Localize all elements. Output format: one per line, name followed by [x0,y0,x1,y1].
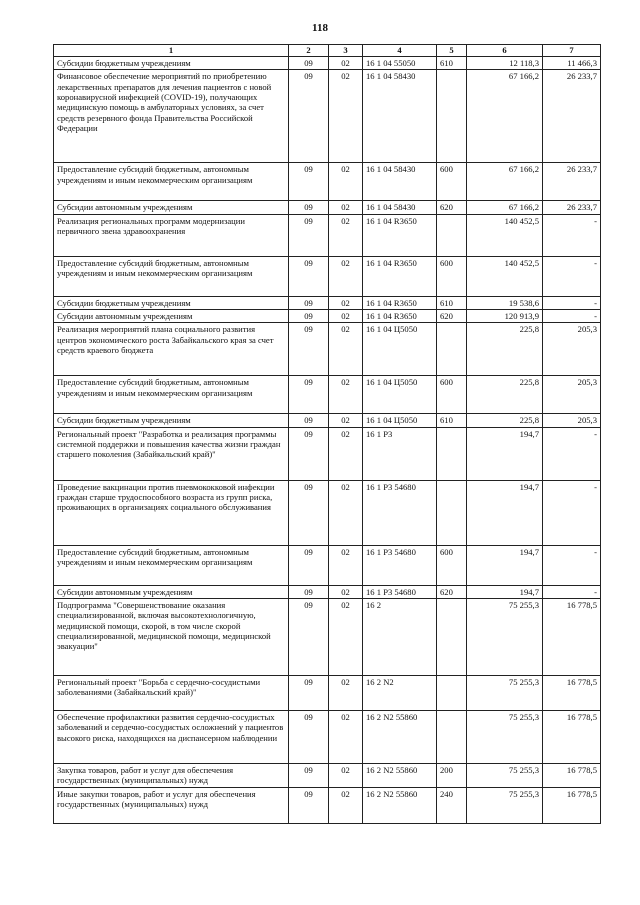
subsection-code: 02 [329,598,363,675]
expense-type-code [437,480,467,545]
amount-year-1: 12 118,3 [467,57,543,70]
amount-year-2: - [543,427,601,480]
row-name: Региональный проект "Разработка и реализация программы системной поддержки и повышения качества жизни граждан старшего поколения (Забайкальский край)" [54,427,289,480]
subsection-code: 02 [329,70,363,163]
column-header: 3 [329,45,363,57]
expense-type-code: 610 [437,414,467,427]
table-row [54,163,601,201]
expense-type-code: 620 [437,585,467,598]
table-row [54,376,601,414]
target-article-code: 16 1 04 58430 [363,201,437,214]
row-name: Иные закупки товаров, работ и услуг для обеспечения государственных (муниципальных) нужд [54,787,289,823]
row-name: Проведение вакцинации против пневмококковой инфекции граждан старше трудоспособного возраста из групп риска, проживающих в организациях социального обслуживания [54,480,289,545]
table-row [54,214,601,256]
amount-year-1: 140 452,5 [467,214,543,256]
expense-type-code: 610 [437,296,467,309]
subsection-code: 02 [329,57,363,70]
table-row [54,70,601,163]
row-name: Реализация мероприятий плана социального развития центров экономического роста Забайкальского края за счет средств краевого бюджета [54,323,289,376]
amount-year-2: - [543,480,601,545]
subsection-code: 02 [329,675,363,710]
section-code: 09 [289,414,329,427]
amount-year-1: 75 255,3 [467,710,543,763]
section-code: 09 [289,309,329,322]
amount-year-2: - [543,309,601,322]
amount-year-1: 194,7 [467,585,543,598]
amount-year-1: 67 166,2 [467,163,543,201]
amount-year-1: 75 255,3 [467,598,543,675]
row-name: Реализация региональных программ модернизации первичного звена здравоохранения [54,214,289,256]
target-article-code: 16 1 04 R3650 [363,296,437,309]
section-code: 09 [289,296,329,309]
row-name: Подпрограмма "Совершенствование оказания специализированной, включая высокотехнологичную, медицинской помощи, скорой, в том числе скорой специализированной, медицинской помощи, медицинской эвакуации" [54,598,289,675]
subsection-code: 02 [329,163,363,201]
expense-type-code: 200 [437,763,467,787]
section-code: 09 [289,163,329,201]
amount-year-2: - [543,256,601,296]
section-code: 09 [289,787,329,823]
amount-year-2: 205,3 [543,376,601,414]
amount-year-2: 16 778,5 [543,710,601,763]
row-name: Субсидии бюджетным учреждениям [54,296,289,309]
row-name: Предоставление субсидий бюджетным, автономным учреждениям и иным некоммерческим организациям [54,545,289,585]
section-code: 09 [289,545,329,585]
target-article-code: 16 1 04 Ц5050 [363,323,437,376]
section-code: 09 [289,598,329,675]
target-article-code: 16 1 04 58430 [363,163,437,201]
amount-year-1: 75 255,3 [467,675,543,710]
target-article-code: 16 1 04 R3650 [363,309,437,322]
target-article-code: 16 2 N2 [363,675,437,710]
section-code: 09 [289,480,329,545]
table-row [54,414,601,427]
budget-table [53,44,601,824]
page-number: 118 [312,22,328,34]
subsection-code: 02 [329,787,363,823]
target-article-code: 16 1 P3 [363,427,437,480]
subsection-code: 02 [329,309,363,322]
target-article-code: 16 2 N2 55860 [363,787,437,823]
subsection-code: 02 [329,214,363,256]
row-name: Региональный проект "Борьба с сердечно-сосудистыми заболеваниями (Забайкальский край)" [54,675,289,710]
table-row [54,323,601,376]
amount-year-1: 194,7 [467,480,543,545]
header-row [54,45,601,57]
amount-year-2: - [543,545,601,585]
row-name: Обеспечение профилактики развития сердечно-сосудистых заболеваний и сердечно-сосудистых осложнений у пациентов высокого риска, находящихся на диспансерном наблюдении [54,710,289,763]
subsection-code: 02 [329,376,363,414]
table-row [54,710,601,763]
amount-year-1: 67 166,2 [467,70,543,163]
amount-year-1: 75 255,3 [467,787,543,823]
subsection-code: 02 [329,585,363,598]
expense-type-code: 600 [437,376,467,414]
amount-year-1: 75 255,3 [467,763,543,787]
section-code: 09 [289,201,329,214]
amount-year-2: 16 778,5 [543,598,601,675]
expense-type-code [437,427,467,480]
row-name: Предоставление субсидий бюджетным, автономным учреждениям и иным некоммерческим организациям [54,163,289,201]
expense-type-code: 600 [437,163,467,201]
column-header: 1 [54,45,289,57]
expense-type-code [437,214,467,256]
target-article-code: 16 2 N2 55860 [363,710,437,763]
target-article-code: 16 1 04 R3650 [363,256,437,296]
section-code: 09 [289,585,329,598]
table-row [54,480,601,545]
row-name: Субсидии автономным учреждениям [54,585,289,598]
table-row [54,598,601,675]
amount-year-2: 11 466,3 [543,57,601,70]
subsection-code: 02 [329,710,363,763]
expense-type-code: 600 [437,256,467,296]
amount-year-1: 194,7 [467,427,543,480]
target-article-code: 16 1 04 55050 [363,57,437,70]
subsection-code: 02 [329,427,363,480]
target-article-code: 16 1 P3 54680 [363,585,437,598]
table-row [54,427,601,480]
table-row [54,57,601,70]
amount-year-2: 16 778,5 [543,787,601,823]
row-name: Субсидии бюджетным учреждениям [54,414,289,427]
amount-year-1: 67 166,2 [467,201,543,214]
section-code: 09 [289,763,329,787]
table-row [54,296,601,309]
row-name: Предоставление субсидий бюджетным, автономным учреждениям и иным некоммерческим организациям [54,376,289,414]
expense-type-code: 610 [437,57,467,70]
target-article-code: 16 1 P3 54680 [363,545,437,585]
amount-year-1: 225,8 [467,414,543,427]
subsection-code: 02 [329,323,363,376]
amount-year-1: 140 452,5 [467,256,543,296]
subsection-code: 02 [329,480,363,545]
amount-year-1: 225,8 [467,323,543,376]
target-article-code: 16 1 04 Ц5050 [363,376,437,414]
amount-year-2: - [543,585,601,598]
expense-type-code: 620 [437,309,467,322]
amount-year-2: 26 233,7 [543,163,601,201]
table-row [54,545,601,585]
table-row [54,675,601,710]
amount-year-1: 19 538,6 [467,296,543,309]
section-code: 09 [289,427,329,480]
subsection-code: 02 [329,201,363,214]
section-code: 09 [289,323,329,376]
table-row [54,763,601,787]
target-article-code: 16 2 [363,598,437,675]
table-row [54,309,601,322]
subsection-code: 02 [329,296,363,309]
section-code: 09 [289,256,329,296]
column-header: 4 [363,45,437,57]
amount-year-1: 225,8 [467,376,543,414]
amount-year-2: 205,3 [543,414,601,427]
column-header: 7 [543,45,601,57]
section-code: 09 [289,70,329,163]
table-row [54,787,601,823]
section-code: 09 [289,675,329,710]
expense-type-code: 600 [437,545,467,585]
subsection-code: 02 [329,545,363,585]
expense-type-code: 240 [437,787,467,823]
subsection-code: 02 [329,414,363,427]
expense-type-code [437,710,467,763]
section-code: 09 [289,710,329,763]
subsection-code: 02 [329,763,363,787]
row-name: Субсидии автономным учреждениям [54,201,289,214]
expense-type-code [437,598,467,675]
column-header: 2 [289,45,329,57]
expense-type-code [437,323,467,376]
target-article-code: 16 1 04 Ц5050 [363,414,437,427]
expense-type-code [437,675,467,710]
amount-year-2: - [543,214,601,256]
row-name: Закупка товаров, работ и услуг для обеспечения государственных (муниципальных) нужд [54,763,289,787]
table-row [54,201,601,214]
amount-year-2: 26 233,7 [543,70,601,163]
column-header: 6 [467,45,543,57]
amount-year-2: - [543,296,601,309]
target-article-code: 16 1 04 58430 [363,70,437,163]
section-code: 09 [289,57,329,70]
section-code: 09 [289,214,329,256]
amount-year-2: 16 778,5 [543,763,601,787]
column-header: 5 [437,45,467,57]
amount-year-1: 194,7 [467,545,543,585]
amount-year-1: 120 913,9 [467,309,543,322]
target-article-code: 16 2 N2 55860 [363,763,437,787]
section-code: 09 [289,376,329,414]
table-row [54,256,601,296]
expense-type-code [437,70,467,163]
target-article-code: 16 1 P3 54680 [363,480,437,545]
expense-type-code: 620 [437,201,467,214]
row-name: Субсидии бюджетным учреждениям [54,57,289,70]
row-name: Предоставление субсидий бюджетным, автономным учреждениям и иным некоммерческим организациям [54,256,289,296]
row-name: Финансовое обеспечение мероприятий по приобретению лекарственных препаратов для лечения пациентов с новой коронавирусной инфекцией (COVID-19), получающих медицинскую помощь в амбулаторных условиях, за счет средств резервного фонда Правительства Российской Федерации [54,70,289,163]
amount-year-2: 205,3 [543,323,601,376]
amount-year-2: 16 778,5 [543,675,601,710]
target-article-code: 16 1 04 R3650 [363,214,437,256]
row-name: Субсидии автономным учреждениям [54,309,289,322]
subsection-code: 02 [329,256,363,296]
table-row [54,585,601,598]
amount-year-2: 26 233,7 [543,201,601,214]
